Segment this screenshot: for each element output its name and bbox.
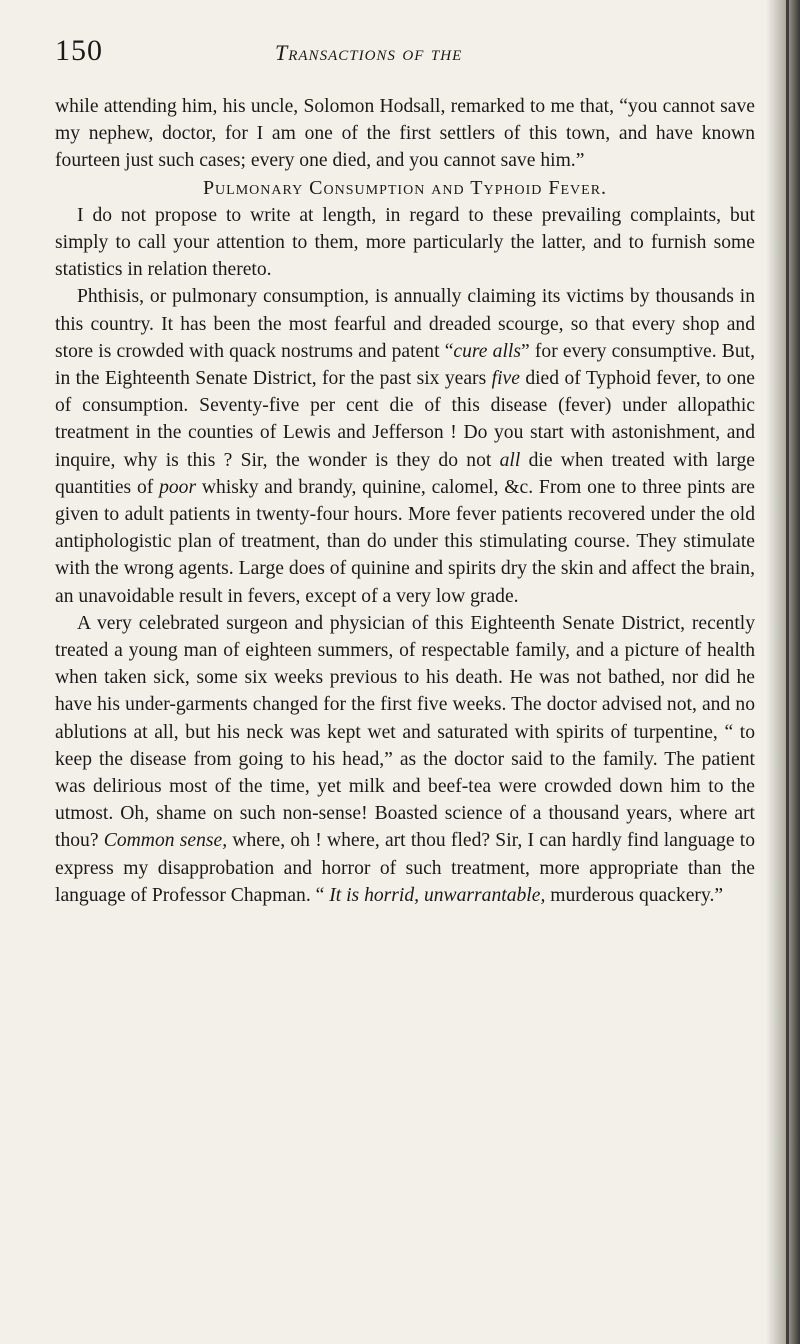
emphasis-cure-alls: cure alls [453, 340, 521, 362]
paragraph-2: I do not propose to write at length, in regard to these prevailing complaints, but simply to call your attention to them, more particularly the latter, and to furnish some statistics in relation thereto. [55, 204, 755, 281]
page-spine-shadow [766, 0, 800, 1344]
paragraph-4 [55, 610, 755, 909]
body-text [55, 93, 755, 909]
text-run: A very celebrated surgeon and physician of this Eighteenth Senate District, recently treated a young man of eighteen summers, of respectable family, and a picture of health when taken sick, some six weeks previous to his death. He was not bathed, nor did he have his under-garments changed for the first five weeks. The doctor advised not, and no ablutions at all, but his neck was kept wet and saturated with spirits of turpentine, “ to keep the disease from going to his head,” as the doctor said to the family. The patient was delirious most of the time, yet milk and beef-tea were crowded down him to the utmost. Oh, shame on such non-sense! Boasted science of a thousand years, where art thou? [55, 612, 755, 852]
page-number: 150 [55, 34, 103, 67]
running-title: Transactions of the [275, 40, 463, 65]
text-run: murderous quackery.” [545, 884, 724, 906]
emphasis-all: all [499, 449, 521, 471]
text-run: died of Typhoid fever, to one of consumption. Seventy-five per cent die of this disease (fever) under allopathic treatment in the counties of Lewis and Jefferson ! Do you start with astonishment, and inquire, why is this ? Sir, the wonder is they do not [55, 368, 755, 471]
emphasis-quote: It is horrid, unwarrantable, [329, 884, 546, 906]
emphasis-five: five [491, 368, 520, 390]
paragraph-1: while attending him, his uncle, Solomon Hodsall, remarked to me that, “you cannot save my nephew, doctor, for I am one of the first settlers of this town, and have known fourteen just such cases; every one died, and you cannot save him.” [55, 96, 755, 172]
emphasis-poor: poor [159, 476, 197, 498]
text-run: whisky and brandy, quinine, calomel, &c. From one to three pints are given to adult patients in twenty-four hours. More fever patients recovered under the old antiphologistic plan of treatment, than do under this stimulating course. They stimulate with the wrong agents. Large does of quinine and spirits dry the skin and affect the brain, an unavoidable result in fevers, except of a very low grade. [55, 476, 755, 607]
text-run: ” for every consumptive. But, in the Eighteenth Senate District, for the past six years [55, 340, 756, 390]
paragraph-3 [55, 283, 755, 609]
page-edge [786, 0, 789, 1344]
emphasis-common-sense: Common sense, [103, 830, 228, 852]
text-run: where, oh ! where, art thou fled? Sir, I can hardly find language to express my disapprobation and horror of such treatment, more appropriate than the language of Professor Chapman. “ [55, 830, 755, 906]
section-heading: Pulmonary Consumption and Typhoid Fever. [202, 176, 608, 199]
page-header [55, 34, 755, 74]
text-run: Phthisis, or pulmonary consumption, is annually claiming its victims by thousands in this country. It has been the most fearful and dreaded scourge, so that every shop and store is crowded with quack nostrums and patent “ [55, 286, 755, 362]
text-run: die when treated with large quantities of [55, 449, 755, 498]
